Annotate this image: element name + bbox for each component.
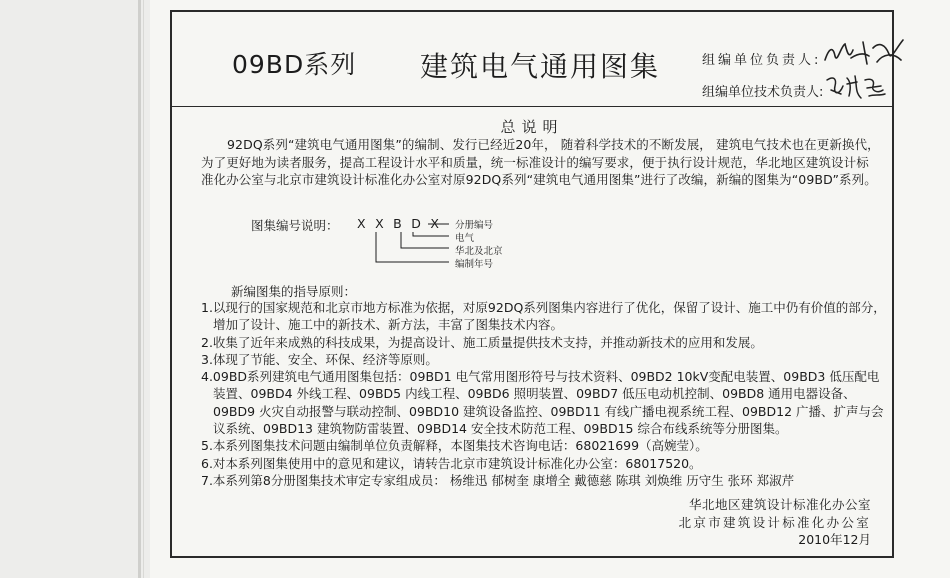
tech-responsible-signature bbox=[825, 72, 887, 100]
binding-edge-line bbox=[143, 0, 144, 578]
responsible-signature bbox=[823, 38, 905, 68]
code-diagram-lines bbox=[251, 216, 651, 286]
list-item: 2.收集了近年来成熟的科技成果，为提高设计、施工质量提供技术支持，并推动新技术的应用和发展。 bbox=[201, 334, 763, 350]
principles-heading: 新编图集的指导原则： bbox=[231, 284, 357, 299]
footer-org-beijing: 北京市建筑设计标准化办公室 bbox=[678, 515, 871, 530]
code-item: 电气 bbox=[455, 233, 475, 244]
code-item: 编制年号 bbox=[455, 259, 494, 270]
code-letters: XXBDX bbox=[357, 216, 449, 231]
title-block bbox=[172, 12, 892, 107]
principles-list bbox=[201, 299, 891, 489]
series-title: 建筑电气通用图集 bbox=[420, 50, 661, 83]
tech-responsible-row bbox=[702, 72, 887, 100]
responsible-label: 组编单位负责人: bbox=[702, 53, 822, 68]
book-binding-margin bbox=[0, 0, 150, 578]
binding-edge-line bbox=[138, 0, 141, 578]
list-item: 1.以现行的国家规范和北京市地方标准为依据，对原92DQ系列图集内容进行了优化，保留了设计、施工中仍有价值的部分，增加了设计、施工中的新技术、新方法，丰富了图集技术内容。 bbox=[201, 300, 886, 333]
responsible-row bbox=[702, 38, 905, 68]
code-item: 分册编号 bbox=[455, 220, 494, 231]
page-frame bbox=[170, 10, 894, 558]
tech-responsible-label: 组编单位技术负责人: bbox=[702, 85, 824, 100]
list-item: 3.体现了节能、安全、环保、经济等原则。 bbox=[201, 351, 438, 367]
code-explanation-label: 图集编号说明： bbox=[251, 218, 339, 233]
footer-org-north-china: 华北地区建筑设计标准化办公室 bbox=[688, 497, 871, 512]
list-item: 5.本系列图集技术问题由编制单位负责解释，本图集技术咨询电话：68021699（高婉莹）。 bbox=[201, 438, 708, 454]
list-item: 6.对本系列图集使用中的意见和建议，请转告北京市建筑设计标准化办公室：68017520。 bbox=[201, 455, 702, 471]
footer-date: 2010年12月 bbox=[798, 532, 871, 547]
document-page bbox=[150, 0, 950, 578]
code-item: 华北及北京 bbox=[455, 246, 503, 257]
series-code: 09BD系列 bbox=[232, 50, 357, 79]
list-item: 7.本系列第8分册图集技术审定专家组成员： 杨维迅 郁树奎 康增全 戴德慈 陈琪 刘焕维 历守生 张环 郑淑芹 bbox=[201, 472, 795, 488]
list-item: 4.09BD系列建筑电气通用图集包括：09BD1 电气常用图形符号与技术资料、09BD2 10kV变配电装置、09BD3 低压配电装置、09BD4 外线工程、09BD5 内线工程、09BD6 照明装置、09BD7 低压电动机控制、09BD8 通用电器设备、09BD9 火灾自动报警与联动控制、09BD10 建筑设备监控、09BD11 有线广播电视系统工程、09BD12 广播、扩声与会议系统、09BD13 建筑物防雷装置、09BD14 安全技术防范工程、09BD15 综合布线系统等分册图集。 bbox=[201, 369, 884, 437]
intro-paragraph: 92DQ系列“建筑电气通用图集”的编制、发行已经近20年， 随着科学技术的不断发展， 建筑电气技术也在更新换代，为了更好地为读者服务，提高工程设计水平和质量，统一标准设计的编写要求，便于执行设计规范，华北地区建筑设计标准化办公室与北京市建筑设计标准化办公室对原92DQ系列“建筑电气通用图集”进行了改编，新编的图集为“09BD”系列。 bbox=[201, 137, 880, 187]
code-explanation bbox=[251, 216, 651, 286]
notes-title: 总说明 bbox=[500, 118, 564, 136]
